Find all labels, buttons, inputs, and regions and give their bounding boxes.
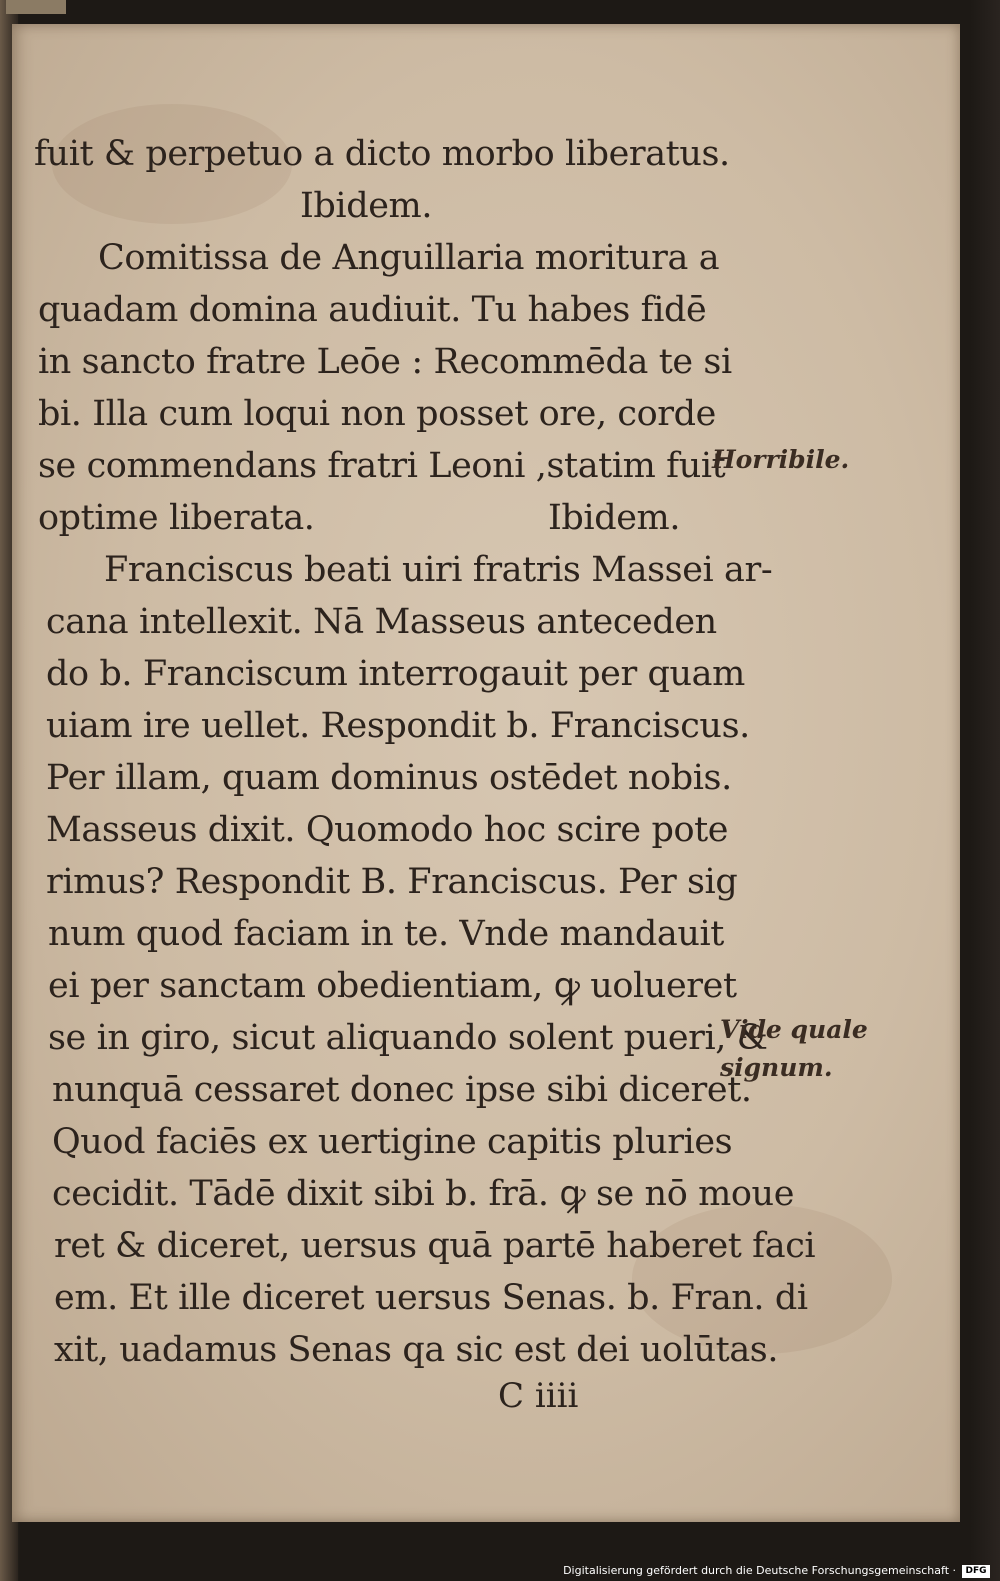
text-line: fuit & perpetuo a dicto morbo liberatus.: [34, 134, 730, 174]
signature-mark: C iiii: [498, 1376, 579, 1416]
text-line: ei per sanctam obedientiam, ꝙ uolueret: [48, 966, 737, 1006]
text-line: Ibidem.: [300, 186, 433, 226]
text-line: uiam ire uellet. Respondit b. Franciscus.: [46, 706, 750, 746]
margin-note: Vide quale: [720, 1015, 868, 1044]
text-line: Per illam, quam dominus ostēdet nobis.: [46, 758, 732, 798]
text-line: cecidit. Tādē dixit sibi b. frā. ꝙ se nō moue: [52, 1174, 795, 1214]
text-line: in sancto fratre Leōe : Recommēda te si: [38, 342, 732, 382]
text-line: nunquā cessaret donec ipse sibi diceret.: [52, 1070, 752, 1110]
margin-note: Horribile.: [712, 445, 850, 474]
text-line: quadam domina audiuit. Tu habes fidē: [38, 290, 707, 330]
text-line: bi. Illa cum loqui non posset ore, corde: [38, 394, 716, 434]
text-line: do b. Franciscum interrogauit per quam: [46, 654, 745, 694]
text-line: se commendans fratri Leoni ,statim fuit: [38, 446, 726, 486]
text-line: num quod faciam in te. Vnde mandauit: [48, 914, 724, 954]
text-line: xit, uadamus Senas qa sic est dei uolūtas.: [54, 1330, 779, 1370]
book-page: [12, 24, 960, 1522]
text-line: Ibidem.: [548, 498, 681, 538]
text-line: Masseus dixit. Quomodo hoc scire pote: [46, 810, 729, 850]
text-line: Comitissa de Anguillaria moritura a: [98, 238, 720, 278]
dfg-logo: DFG: [962, 1565, 990, 1578]
digitization-credit: Digitalisierung gefördert durch die Deutsche Forschungsgemeinschaft ·: [563, 1564, 956, 1577]
text-line: cana intellexit. Nā Masseus anteceden: [46, 602, 717, 642]
text-line: em. Et ille diceret uersus Senas. b. Fran. di: [54, 1278, 808, 1318]
text-line: se in giro, sicut aliquando solent pueri, &: [48, 1018, 768, 1058]
text-line: Quod faciēs ex uertigine capitis pluries: [52, 1122, 733, 1162]
page-edge-tab: [6, 0, 66, 14]
text-line: rimus? Respondit B. Franciscus. Per sig: [46, 862, 738, 902]
text-line: optime liberata.: [38, 498, 315, 538]
margin-note: signum.: [720, 1053, 833, 1082]
text-line: ret & diceret, uersus quā partē haberet faci: [54, 1226, 816, 1266]
text-line: Franciscus beati uiri fratris Massei ar-: [104, 550, 773, 590]
